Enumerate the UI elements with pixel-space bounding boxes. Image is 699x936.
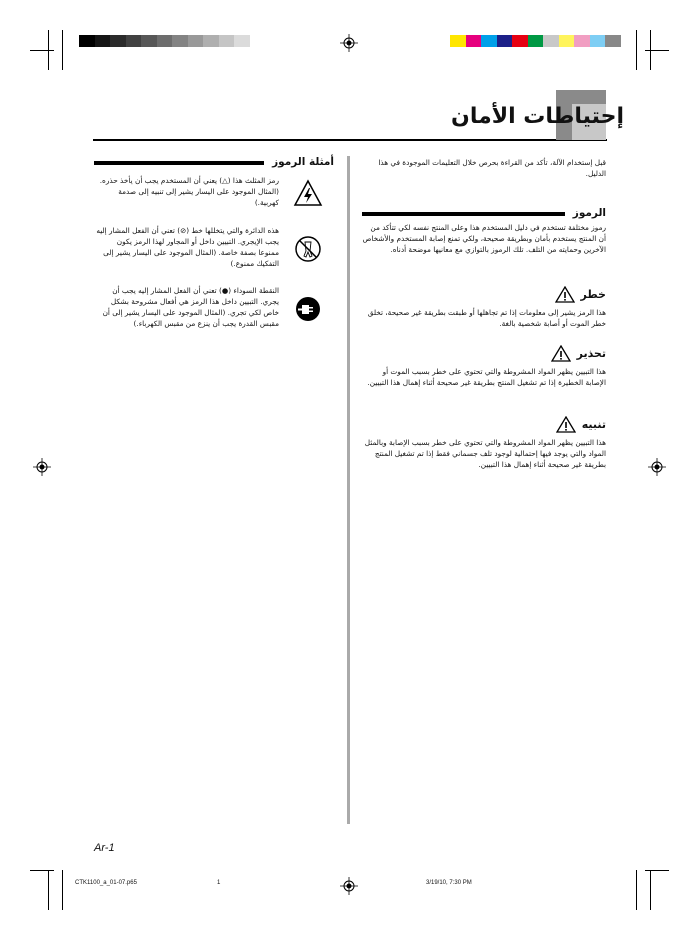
unplug-black-circle-icon	[293, 294, 323, 324]
crop-mark	[650, 30, 651, 70]
intro-paragraph: قبل إستخدام الآلة، تأكد من القراءة بحرص خلال التعليمات الموجودة في هذا الدليل.	[378, 158, 606, 178]
process-swatch	[574, 35, 590, 47]
page-number: Ar-1	[94, 842, 115, 854]
crop-mark	[48, 30, 49, 70]
page-title: إحتياطات الأمان	[451, 104, 624, 129]
no-disassembly-circle-icon	[293, 234, 323, 264]
grey-swatch	[141, 35, 157, 47]
electric-shock-triangle-icon	[293, 178, 323, 208]
crop-mark	[62, 30, 63, 70]
examples-heading-text: أمثلة الرموز	[272, 156, 334, 168]
symbols-heading	[362, 208, 606, 219]
crop-mark	[636, 30, 637, 70]
crop-mark	[645, 50, 669, 51]
warning-heading	[362, 345, 606, 362]
examples-heading	[94, 157, 334, 168]
crop-mark	[30, 870, 54, 871]
example-item-no-disassembly: هذه الدائرة والتي يتخللها خط (⊘) تعني أن الفعل المشار إليه يجب الإيجري. التبيين داخل أو المجاور لهذا الرمز يكون ممنوعا بصفة خاصة. (المثال الموجود على اليسار يشير إلى التفكيك ممنوع.)	[96, 226, 279, 268]
grey-swatch	[172, 35, 188, 47]
danger-heading-text: خطر	[580, 288, 606, 301]
caution-section	[362, 416, 606, 470]
process-swatch	[512, 35, 528, 47]
process-swatch	[528, 35, 544, 47]
caution-heading	[362, 416, 606, 433]
grey-swatch	[203, 35, 219, 47]
registration-mark-icon	[33, 458, 51, 476]
crop-mark	[636, 870, 637, 910]
warning-triangle-icon	[555, 286, 575, 303]
process-swatch	[450, 35, 466, 47]
danger-section	[362, 286, 606, 329]
grey-swatch	[79, 35, 95, 47]
crop-mark	[30, 50, 54, 51]
example-item-unplug: النقطة السوداء (●) تعني أن الفعل المشار إليه يجب أن يجري. التبيين داخل هذا الرمز هي أفعال مشروحة بشكل خاص لكي تجري. (المثال الموجود على اليسار يشير إلى أن مقبس القدرة يجب أن ينزع من مقبس الكهرباء.)	[102, 286, 279, 328]
warning-triangle-icon	[551, 345, 571, 362]
warning-section	[362, 345, 606, 388]
footer-date: 3/19/10, 7:30 PM	[426, 880, 472, 886]
grey-swatch	[110, 35, 126, 47]
danger-paragraph: هذا الرمز يشير إلى معلومات إذا تم تجاهلها أو طبقت بطريقة غير صحيحة، تخلق خطر الموت أو أصابة شخصية بالغة.	[367, 308, 606, 328]
process-swatch	[481, 35, 497, 47]
symbols-heading-text: الرموز	[572, 207, 606, 219]
process-swatch	[605, 35, 621, 47]
crop-mark	[62, 870, 63, 910]
crop-mark	[48, 870, 49, 910]
heading-rule	[94, 161, 264, 165]
process-swatch	[466, 35, 482, 47]
title-underline	[93, 139, 607, 141]
grey-swatch	[219, 35, 235, 47]
grey-swatch	[126, 35, 142, 47]
warning-triangle-icon	[556, 416, 576, 433]
warning-heading-text: تحذير	[576, 347, 606, 360]
process-swatch	[590, 35, 606, 47]
caution-heading-text: تنبيه	[581, 418, 606, 431]
grey-swatch	[95, 35, 111, 47]
grey-swatch	[188, 35, 204, 47]
grey-swatch	[157, 35, 173, 47]
caution-paragraph: هذا التبيين يظهر المواد المشروطة والتي تحتوي على خطر بسبب الإصابة وبالمثل المواد والتي يوجد فيها إحتمالية لوجود تلف جسماني فقط إذا تم تشغيل المنتج بطريقة غير صحيحة أثناء إهمال هذا التبيين.	[364, 438, 606, 469]
registration-mark-icon	[340, 877, 358, 895]
footer-page: 1	[217, 880, 221, 886]
process-swatch	[543, 35, 559, 47]
danger-heading	[362, 286, 606, 303]
registration-mark-icon	[648, 458, 666, 476]
crop-mark	[645, 870, 669, 871]
symbols-paragraph: رموز مختلفة تستخدم في دليل المستخدم هذا وعلى المنتج نفسه لكي تتأكد من أن المنتج يستخدم بأمان وبطريقة صحيحة، ولكي تمنع إصابة المستخدم والأشخاص الآخرين وحمايته من التلف. تلك الرموز بالتوازي مع معانيها موضحة أدناه.	[362, 223, 606, 254]
warning-paragraph: هذا التبيين يظهر المواد المشروطة والتي تحتوي على خطر بسبب الموت أو الإصابة الخطيرة إذا تم تشغيل المنتج بطريقة غير صحيحة أثناء إهمال هذا التبيين.	[367, 367, 606, 387]
grey-swatch	[234, 35, 250, 47]
symbols-section	[362, 208, 606, 255]
process-swatch	[559, 35, 575, 47]
example-item-shock: رمز المثلث هذا (△) يعني أن المستخدم يجب أن يأخذ حذره. (المثال الموجود على اليسار يشير إلى تنبيه إلى صدمة كهربية.)	[99, 176, 279, 207]
footer-filename: CTK1100_a_01-07.p65	[75, 880, 137, 886]
heading-rule	[362, 212, 565, 216]
column-divider	[347, 156, 350, 824]
registration-mark-icon	[340, 34, 358, 52]
process-swatch	[497, 35, 513, 47]
crop-mark	[650, 870, 651, 910]
